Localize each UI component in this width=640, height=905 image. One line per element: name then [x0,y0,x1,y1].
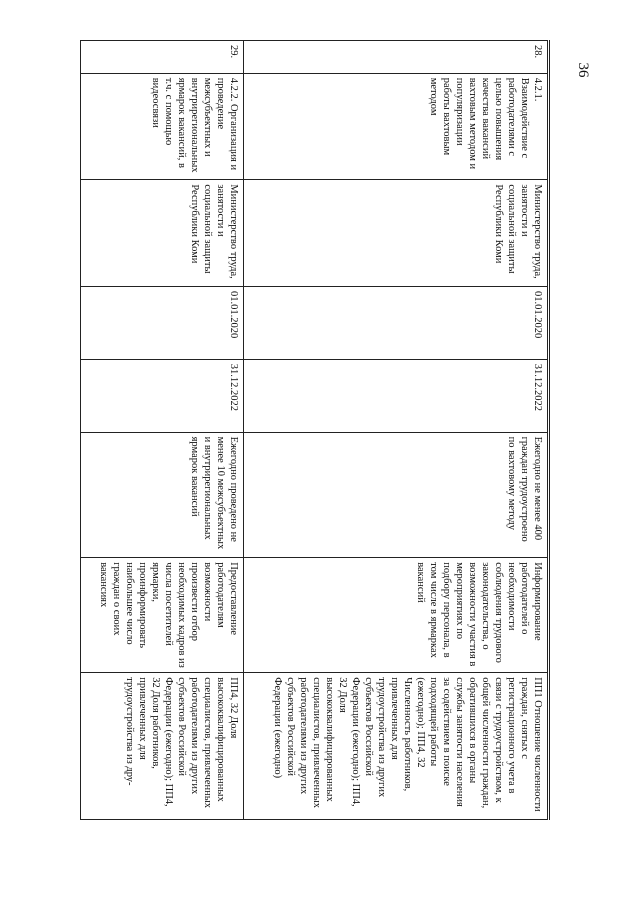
indicators: ПП1 Отношение численности граждан, снятых с регистрационного учета в связи с трудоустройством, к общей численности граждан, обратившихся в органы службы занятости населения за содействием в поиске подходящей работы (ежегодно); ПП4, 32 Численность работников, привлеченных для трудоустройства из других субъектов Российской Федерации (ежегодно); ПП4, 32 Доля высококвалифицированных специалистов, привлеченных работодателями из других субъектов Российской Федерации (ежегодно) [243,673,548,820]
row-number: 29. [81,41,244,74]
expected-result: Ежегодно проведено не менее 10 межсубъектных и внутрирегиональных ярмарок вакансий [81,432,244,558]
indicators: ПП4, 32 Доля высококвалифицированных специалистов, привлеченных работодателями из других субъектов Российской Федерации (ежегодно); ПП4, 32 Доля работников, привлеченных для трудоустройства из дру- [81,673,244,820]
responsible-org: Министерство труда, занятости и социальной защиты Республики Коми [81,180,244,287]
table-row [81,41,244,820]
end-date: 31.12.2022 [81,359,244,432]
start-date: 01.01.2020 [243,286,548,359]
activity-name: 4.2.2. Организация и проведение межсубъектных и внутрирегиональных ярмарок вакансий, в т.ч. с помощью видеосвязи [81,73,244,180]
row-number: 28. [243,41,548,74]
rotated-table-container [80,40,550,820]
activity-description: Предоставление работодателям возможности произвести отбор необходимых кадров из числа посетителей ярмарки, проинформировать наибольшее число граждан о своих вакансиях [81,558,244,673]
responsible-org: Министерство труда, занятости и социальной защиты Республики Коми [243,180,548,287]
activity-name: 4.2.1. Взаимодействие с работодателями с целью повышения качества вакансий вахтовым методом и популяризации работы вахтовым методом [243,73,548,180]
activity-description: Информирование работодателей о необходимости соблюдения трудового законодательства, о возможности участия в мероприятиях по подбору персонала, в том числе в ярмарках вакансий [243,558,548,673]
page-number: 36 [575,62,591,78]
start-date: 01.01.2020 [81,286,244,359]
expected-result: Ежегодно не менее 400 граждан трудоустроено по вахтовому методу [243,432,548,558]
end-date: 31.12.2022 [243,359,548,432]
activities-table [80,40,550,820]
table-row [243,41,548,820]
